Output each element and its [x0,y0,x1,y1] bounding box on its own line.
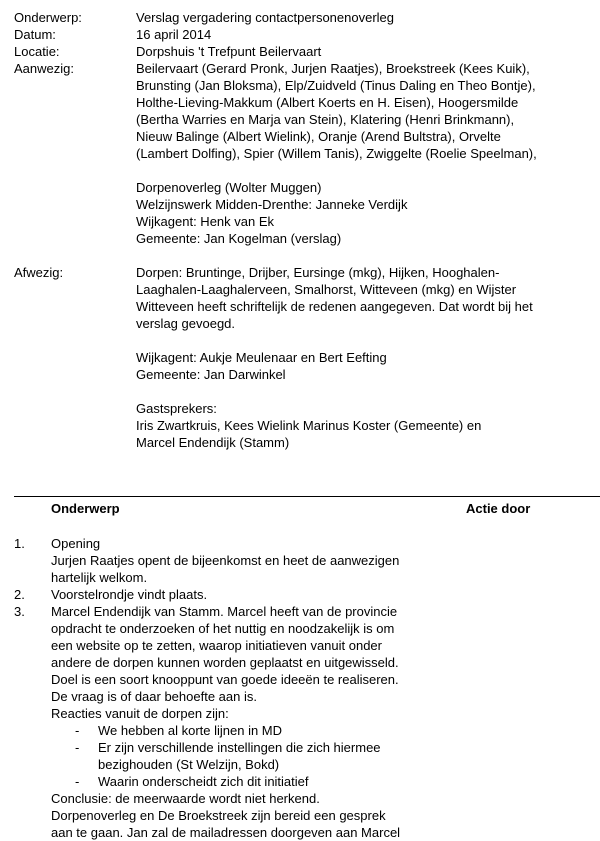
item-text: Marcel Endendijk van Stamm. Marcel heeft van de provincie [51,604,398,619]
item-text: De vraag is of daar behoefte aan is. [51,689,257,704]
value-onderwerp: Verslag vergadering contactpersonenoverleg [136,10,395,25]
label-aanwezig: Aanwezig: [14,61,74,76]
aanwezig-line: Dorpenoverleg (Wolter Muggen) [136,180,322,195]
afwezig-line: Iris Zwartkruis, Kees Wielink Marinus Koster (Gemeente) en [136,418,482,433]
item-text: een website op te zetten, waarop initiatieven vanuit onder [51,638,382,653]
value-datum: 16 april 2014 [136,27,212,42]
afwezig-line: Gemeente: Jan Darwinkel [136,367,286,382]
item-text: opdracht te onderzoeken of het nuttig en noodzakelijk is om [51,621,395,636]
item-text: Conclusie: de meerwaarde wordt niet herkend. [51,791,320,806]
bullet-text: bezighouden (St Welzijn, Bokd) [98,757,280,772]
column-header-actie-door: Actie door [466,501,531,516]
item-text: andere de dorpen kunnen worden geplaatst en uitgewisseld. [51,655,399,670]
item-number: 3. [14,604,25,619]
label-datum: Datum: [14,27,56,42]
label-locatie: Locatie: [14,44,60,59]
item-title: Opening [51,536,101,551]
item-text: aan te gaan. Jan zal de mailadressen doorgeven aan Marcel [51,825,401,840]
afwezig-line: verslag gevoegd. [136,316,236,331]
column-header-onderwerp: Onderwerp [51,501,120,516]
aanwezig-line: Holthe-Lieving-Makkum (Albert Koerts en H. Eisen), Hoogersmilde [136,95,519,110]
bullet-text: We hebben al korte lijnen in MD [98,723,283,738]
item-text: Dorpenoverleg en De Broekstreek zijn bereid een gesprek [51,808,386,823]
aanwezig-line: (Bertha Warries en Marja van Stein), Klatering (Henri Brinkmann), [136,112,515,127]
afwezig-line: Wijkagent: Aukje Meulenaar en Bert Eefting [136,350,387,365]
bullet-dash: - [75,740,80,755]
aanwezig-line: (Lambert Dolfing), Spier (Willem Tanis), Zwiggelte (Roelie Speelman), [136,146,537,161]
afwezig-line: Witteveen heeft schriftelijk de redenen aangegeven. Dat wordt bij het [136,299,533,314]
label-afwezig: Afwezig: [14,265,64,280]
bullet-dash: - [75,774,80,789]
bullet-text: Er zijn verschillende instellingen die zich hiermee [98,740,381,755]
aanwezig-line: Gemeente: Jan Kogelman (verslag) [136,231,342,246]
bullet-text: Waarin onderscheidt zich dit initiatief [98,774,309,789]
afwezig-line: Marcel Endendijk (Stamm) [136,435,290,450]
aanwezig-line: Welzijnswerk Midden-Drenthe: Janneke Verdijk [136,197,408,212]
item-text: hartelijk welkom. [51,570,148,585]
item-number: 2. [14,587,25,602]
aanwezig-line: Nieuw Balinge (Albert Wielink), Oranje (Arend Bultstra), Orvelte [136,129,501,144]
item-number: 1. [14,536,25,551]
afwezig-line: Dorpen: Bruntinge, Drijber, Eursinge (mkg), Hijken, Hooghalen- [136,265,500,280]
value-locatie: Dorpshuis 't Trefpunt Beilervaart [136,44,322,59]
item-title: Voorstelrondje vindt plaats. [51,587,208,602]
bullet-dash: - [75,723,80,738]
label-onderwerp: Onderwerp: [14,10,82,25]
item-text: Doel is een soort knooppunt van goede ideeën te realiseren. [51,672,399,687]
item-text: Jurjen Raatjes opent de bijeenkomst en heet de aanwezigen [51,553,400,568]
aanwezig-line: Brunsting (Jan Bloksma), Elp/Zuidveld (Tinus Daling en Theo Bontje), [136,78,536,93]
value-aanwezig: Beilervaart (Gerard Pronk, Jurjen Raatjes), Broekstreek (Kees Kuik), [136,61,530,76]
aanwezig-line: Wijkagent: Henk van Ek [136,214,275,229]
table-divider [14,496,600,497]
afwezig-line: Gastsprekers: [136,401,217,416]
item-text: Reacties vanuit de dorpen zijn: [51,706,229,721]
afwezig-line: Laaghalen-Laaghalerveen, Smalhorst, Witteveen (mkg) en Wijster [136,282,517,297]
